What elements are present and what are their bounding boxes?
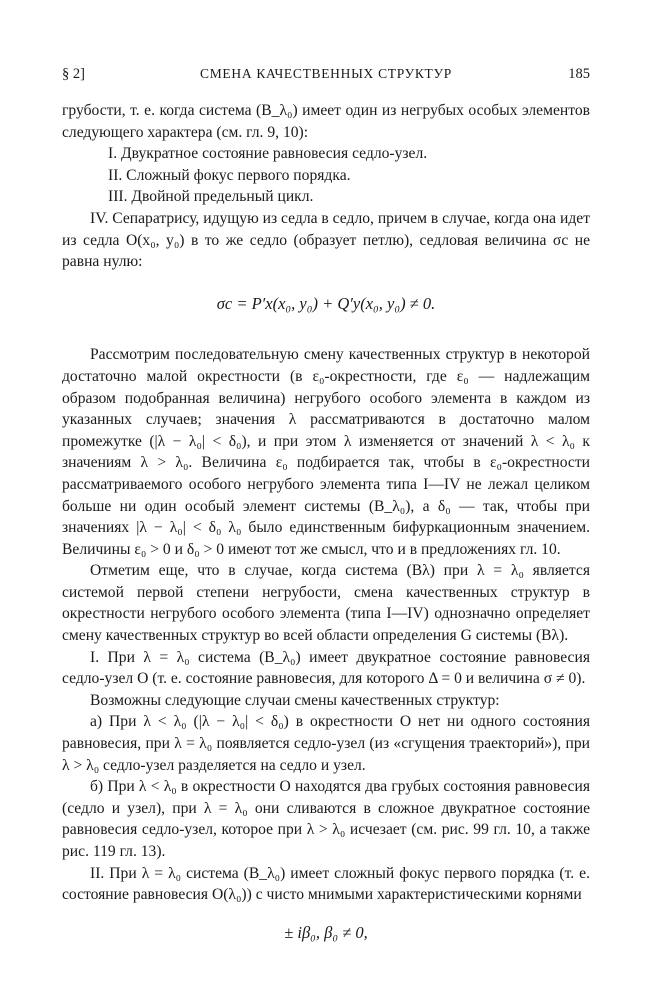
paragraph: а) При λ < λ₀ (|λ − λ₀| < δ₀) в окрестности O нет ни одного состояния равновесия, при λ = λ₀ появляется седло-узел (из «сгущения траекторий»), при λ > λ₀ седло-узел разделяется на седло и узел. [62,713,590,774]
list-item: III. Двойной предельный цикл. [108,188,314,206]
page-number: 185 [568,66,590,82]
paragraph: I. При λ = λ₀ система (B_λ₀) имеет двукратное состояние равновесия седло-узел O (т. е. состояние равновесия, для которого Δ = 0 и величина σ ≠ 0). [62,648,590,688]
formula-roots: ± iβ₀, β₀ ≠ 0, [284,922,368,942]
section-marker: § 2] [62,66,85,82]
paragraph: б) При λ < λ₀ в окрестности O находятся два грубых состояния равновесия (седло и узел), при λ = λ₀ они сливаются в сложное двукратное состояние равновесия седло-узел, которое при λ > λ₀ исчезает (см. рис. 99 гл. 10, а также рис. 119 гл. 13). [62,778,590,860]
formula-saddle-value: σc = P′x(x₀, y₀) + Q′y(x₀, y₀) ≠ 0. [216,293,436,313]
list-item: II. Сложный фокус первого порядка. [108,166,351,184]
paragraph: II. При λ = λ₀ система (B_λ₀) имеет сложный фокус первого порядка (т. е. состояние равновесия O(λ₀)) с чисто мнимыми характеристическими корнями [62,864,590,904]
list-item: I. Двукратное состояние равновесия седло-узел. [108,145,428,163]
paragraph: Отметим еще, что в случае, когда система (Bλ) при λ = λ₀ является системой первой степени негрубости, смена качественных структур в окрестности негрубого особого элемента (типа I—IV) однозначно определяет смену качественных структур во всей области определения G системы (Bλ). [62,562,590,645]
page-body [62,100,590,943]
paragraph: Рассмотрим последовательную смену качественных структур в некоторой достаточно малой окрестности (в ε₀-окрестности, где ε₀ — надлежащим образом подобранная величина) негрубого особого элемента в каждом из указанных случаев; значения λ рассматриваются в достаточно малом промежутке (|λ − λ₀| < δ₀), и при этом λ изменяется от значений λ < λ₀ к значениям λ > λ₀. Величина ε₀ подбирается так, чтобы в ε₀-окрестности рассматриваемого особого негрубого элемента типа I—IV не лежал целиком больше ни один особый элемент системы (B_λ₀), а δ₀ — так, чтобы при значениях |λ − λ₀| < δ₀ λ₀ было единственным бифуркационным значением. Величины ε₀ > 0 и δ₀ > 0 имеют тот же смысл, что и в предложениях гл. 10. [62,346,590,558]
paragraph: грубости, т. е. когда система (B_λ₀) имеет один из негрубых особых элементов следующего характера (см. гл. 9, 10): [62,102,590,141]
paragraph: Возможны следующие случаи смены качественных структур: [90,691,500,709]
running-title: СМЕНА КАЧЕСТВЕННЫХ СТРУКТУР [200,66,452,81]
running-header [62,66,590,86]
list-item: IV. Сепаратрису, идущую из седла в седло, причем в случае, когда она идет из седла O(x₀, y₀) в то же седло (образует петлю), седловая величина σc не равна нулю: [62,209,591,271]
